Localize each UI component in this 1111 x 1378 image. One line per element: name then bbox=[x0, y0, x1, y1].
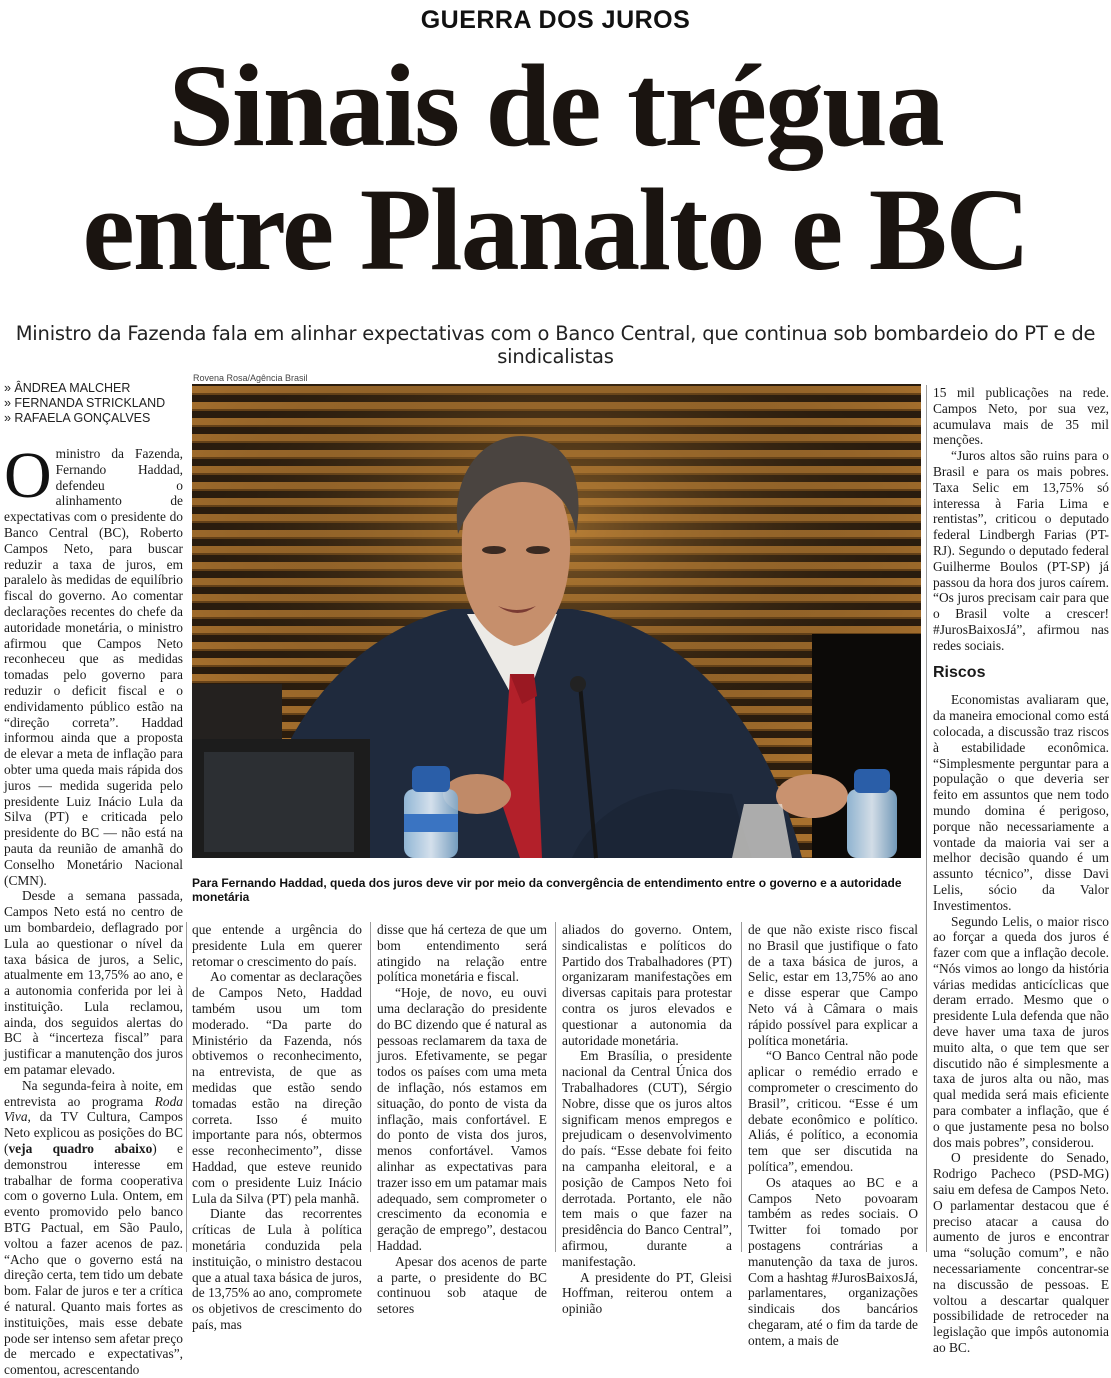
article-paragraph: aliados do governo. Ontem, sindicalistas e políticos do Partido dos Trabalhadores (PT) organizaram manifestações em diversas capitais para protestar contra os juros elevados e questionar a autonomia da autoridade monetária. bbox=[562, 922, 732, 1048]
photo-illustration bbox=[192, 384, 921, 858]
article-column-6 bbox=[933, 385, 1109, 1356]
article-paragraph: 15 mil publicações na rede. Campos Neto, por sua vez, acumulava mais de 35 mil menções. bbox=[933, 385, 1109, 448]
news-photo bbox=[192, 384, 921, 858]
article-paragraph: “Hoje, de novo, eu ouvi uma declaração do presidente do BC dizendo que é natural as pessoas reclamarem da taxa de juros. Efetivamente, se pegar todos os países com uma meta de inflação, nós estamos em situação, do ponto de vista da inflação, mais confortável. E do ponto de vista dos juros, menos confortável. Vamos alinhar as expectativas para trazer isso em um patamar mais adequado, sem comprometer o crescimento da economia e geração de emprego”, destacou Haddad. bbox=[377, 985, 547, 1253]
article-paragraph: Na segunda-feira à noite, em entrevista ao programa Roda Viva, da TV Cultura, Campos Neto explicou as posições do BC (veja quadro abaixo) e demonstrou interesse em trabalhar de forma cooperativa com o governo Lula. Ontem, em evento promovido pelo banco BTG Pactual, em São Paulo, voltou a fazer acenos de paz. “Acho que o governo está na direção certa, tem tido um debate bom. Falar de juros e ter a crítica é natural. Quanto mais fortes as instituições, mais esse debate pode ser intenso sem afetar preço de mercado e expectativas”, comentou, acrescentando bbox=[4, 1077, 183, 1378]
column-divider bbox=[555, 922, 556, 1252]
headline-line-1: Sinais de trégua bbox=[168, 40, 943, 171]
byline-1: » ÂNDREA MALCHER bbox=[4, 381, 131, 395]
article-paragraph: Economistas avaliaram que, da maneira emocional como está colocada, a discussão traz riscos à estabilidade econômica. “Simplesmente perguntar para a população o que deveria ser feito em assuntos que nem todo mundo domina é perigoso, porque não necessariamente a vontade da maioria vai ser a melhor decisão quando é um assunto técnico”, disse Davi Lelis, sócio da Valor Investimentos. bbox=[933, 692, 1109, 913]
article-column-1 bbox=[4, 439, 183, 1378]
article-paragraph: Em Brasília, o presidente nacional da Central Única dos Trabalhadores (CUT), Sérgio Nobre, disse que os juros altos significam menos empregos e prejudicam o desenvolvimento do país. “Esse debate foi feito na campanha eleitoral, e a posição de Campos Neto foi derrotada. Portanto, ele não tem mais o que fazer na presidência do Banco Central”, afirmou, durante a manifestação. bbox=[562, 1048, 732, 1269]
byline-3: » RAFAELA GONÇALVES bbox=[4, 411, 151, 425]
byline-2: » FERNANDA STRICKLAND bbox=[4, 396, 166, 410]
photo-caption: Para Fernando Haddad, queda dos juros deve vir por meio da convergência de entendimento entre o governo e a autoridade monetária bbox=[192, 876, 902, 904]
deck-subtitle: Ministro da Fazenda fala em alinhar expectativas com o Banco Central, que continua sob bombardeio do PT e de sindicalistas bbox=[15, 322, 1096, 368]
headline-line-2: entre Planalto e BC bbox=[82, 164, 1029, 295]
article-paragraph: “Juros altos são ruins para o Brasil e para os mais pobres. Taxa Selic em 13,75% só interessa à Faria Lima e rentistas”, criticou o deputado federal Lindbergh Farias (PT-RJ). Segundo o deputado federal Guilherme Boulos (PT-SP) já passou da hora dos juros caírem. “Os juros precisam cair para que o Brasil volte a crescer! #JurosBaixosJá”, afirmou nas redes sociais. bbox=[933, 448, 1109, 653]
column-divider bbox=[741, 922, 742, 1252]
article-paragraph: Diante das recorrentes críticas de Lula à política monetária conduzida pela instituição, o ministro destacou que a atual taxa básica de juros, de 13,75% ao ano, compromete os objetivos de crescimento do país, mas bbox=[192, 1206, 362, 1332]
article-column-2 bbox=[192, 922, 362, 1333]
article-paragraph: de que não existe risco fiscal no Brasil que justifique o fato de a taxa básica de juros, a Selic, estar em 13,75% ao ano e disse esperar que Campo Neto vá à Câmara o mais rápido possível para explicar a política monetária. bbox=[748, 922, 918, 1048]
article-paragraph: Oministro da Fazenda, Fernando Haddad, defendeu o alinhamento de expectativas com o presidente do Banco Central (BC), Roberto Campos Neto, para buscar reduzir a taxa de juros, em paralelo às medidas de equilíbrio fiscal do governo. Ao comentar declarações recentes do chefe da autoridade monetária, o ministro afirmou que Campos Neto reconheceu que as medidas tomadas pelo governo para reduzir o deficit fiscal e o endividamento público estão na “direção correta”. Haddad informou ainda que a proposta de elevar a meta de inflação para obter uma queda mais rápida dos juros — medida sugerida pelo presidente Luiz Inácio Lula da Silva (PT) e criticada pelo presidente do BC — não está na pauta da reunião de amanhã do Conselho Monetário Nacional (CMN). bbox=[4, 439, 183, 888]
article-paragraph: Os ataques ao BC e a Campos Neto povoaram também as redes sociais. O Twitter foi tomado por postagens contrárias a manutenção da taxa de juros. Com a hashtag #JurosBaixosJá, parlamentares, organizações sindicais dos bancários chegaram, até o fim da tarde de ontem, a mais de bbox=[748, 1174, 918, 1348]
column-divider bbox=[370, 922, 371, 1252]
headline bbox=[0, 40, 1111, 295]
article-column-3 bbox=[377, 922, 547, 1317]
article-paragraph: que entende a urgência do presidente Lula em querer retomar o crescimento do país. bbox=[192, 922, 362, 969]
article-paragraph: Desde a semana passada, Campos Neto está no centro de um bombardeio, deflagrado por Lula ao questionar o nível da taxa básica de juros, a Selic, atualmente em 13,75% ao ano, e a autonomia conferida por lei à instituição. Lula reclamou, ainda, dos seguidos alertas do BC à “incerteza fiscal” para justificar a manutenção dos juros em patamar elevado. bbox=[4, 888, 183, 1078]
article-paragraph: Segundo Lelis, o maior risco ao forçar a queda dos juros é fazer com que a inflação decole. “Nós vimos ao longo da história várias medidas anticíclicas que deram errado. Mesmo que o presidente Lula defenda que não deve haver uma taxa de juros muito alta, o que tem que ser discutido não é simplesmente a taxa de juros alta ou não, mas qual medida será mais eficiente para combater a inflação, que é o que justamente pesa no bolso dos mais pobres”, considerou. bbox=[933, 913, 1109, 1150]
article-paragraph: disse que há certeza de que um bom entendimento será atingido na relação entre política monetária e fiscal. bbox=[377, 922, 547, 985]
subhead-riscos: Riscos bbox=[933, 663, 986, 681]
column-divider bbox=[186, 922, 187, 1252]
article-paragraph: A presidente do PT, Gleisi Hoffman, reiterou ontem a opinião bbox=[562, 1269, 732, 1317]
section-kicker: GUERRA DOS JUROS bbox=[420, 6, 691, 34]
dropcap: O bbox=[4, 439, 52, 512]
article-column-4 bbox=[562, 922, 732, 1317]
article-paragraph: Apesar dos acenos de parte a parte, o presidente do BC continuou sob ataque de setores bbox=[377, 1253, 547, 1317]
article-column-5 bbox=[748, 922, 918, 1349]
article-paragraph: “O Banco Central não pode aplicar o remédio errado e comprometer o crescimento do Brasil”, criticou. “Esse é um debate econômico e político. Aliás, é político, a economia tem que ser discutida na política”, emendou. bbox=[748, 1048, 918, 1174]
bylines bbox=[4, 381, 165, 426]
column-divider bbox=[926, 385, 927, 1252]
photo-credit: Rovena Rosa/Agência Brasil bbox=[193, 373, 308, 383]
article-paragraph: O presidente do Senado, Rodrigo Pacheco (PSD-MG) saiu em defesa de Campos Neto. O parlamentar destacou que é preciso atacar a causa do aumento de juros e encontrar uma “solução comum”, e não necessariamente concentrar-se na discussão de pessoas. E voltou a descartar qualquer possibilidade de retroceder na legislação que impôs autonomia ao BC. bbox=[933, 1150, 1109, 1356]
article-paragraph: Ao comentar as declarações de Campos Neto, Haddad também usou um tom moderado. “Da parte do Ministério da Fazenda, nós obtivemos o reconhecimento, na entrevista, de que as medidas que estão sendo tomadas estão na direção correta. Isso é muito importante para nós, obtermos esse reconhecimento”, disse Haddad, que esteve reunido com o presidente Luiz Inácio Lula da Silva (PT) pela manhã. bbox=[192, 969, 362, 1206]
